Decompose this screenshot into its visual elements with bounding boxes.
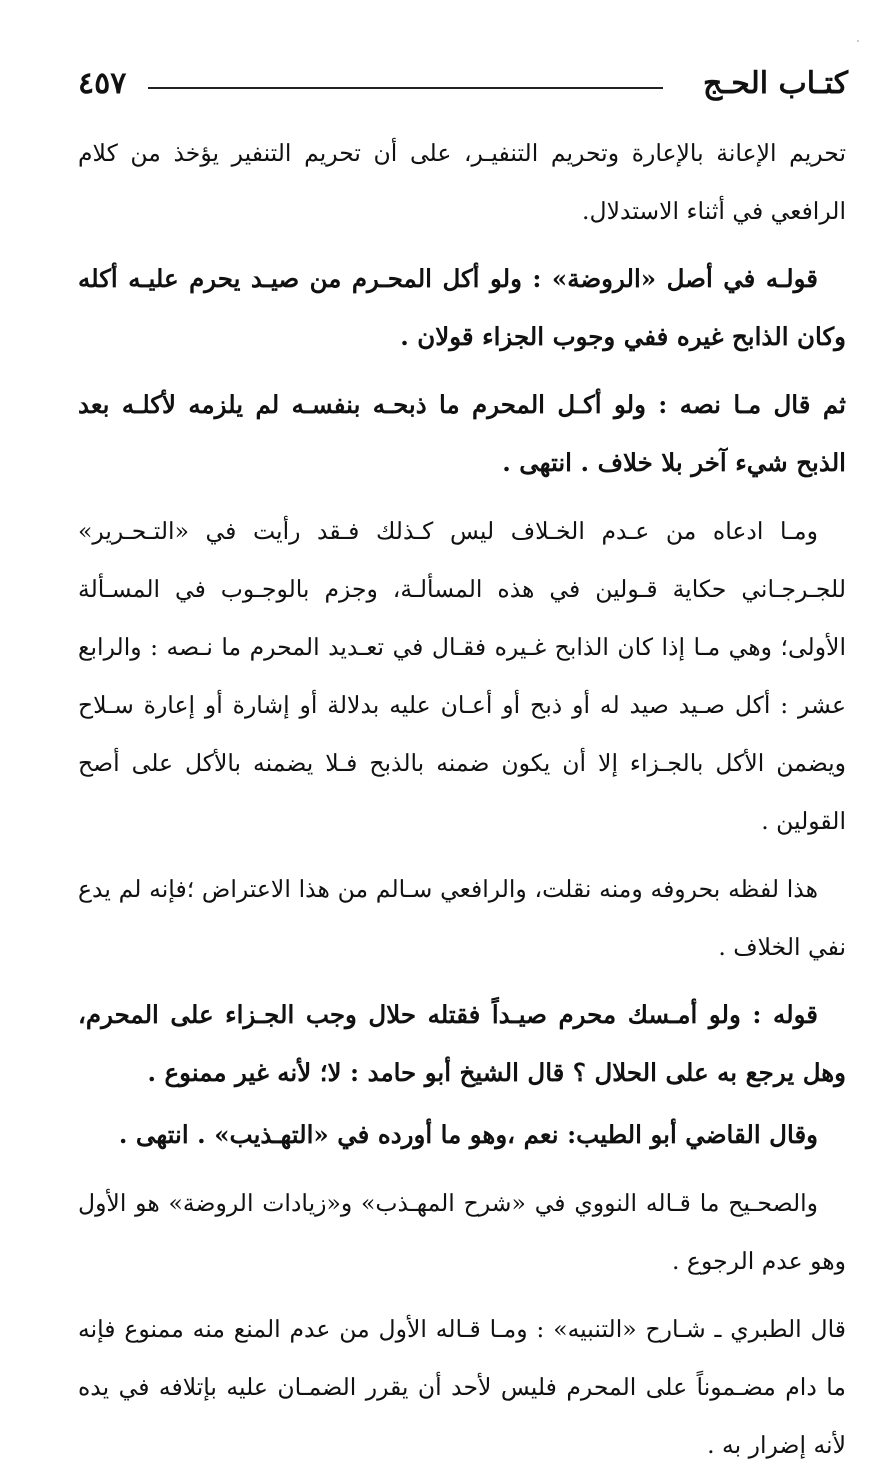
- paragraph-commentary-tabari: قال الطبري ـ شـارح «التنبيه» : ومـا قـاله الأول من عدم المنع منه ممنوع فإنه ما دام مضـموناً على المحرم فليس لأحد أن يقرر الضمـان عليه بإتلافه في يده لأنه إضرار به .: [78, 1315, 846, 1459]
- header-rule: [148, 87, 663, 89]
- paragraph-continuation: تحريم الإعانة بالإعارة وتحريم التنفيـر، على أن تحريم التنفير يؤخذ من كلام الرافعي في أثناء الاستدلال.: [78, 139, 846, 225]
- scan-speck: [857, 40, 859, 42]
- paragraph-quote-nass: ثم قال مـا نصه : ولو أكـل المحرم ما ذبحـه بنفسـه لم يلزمه لأكلـه بعد الذبح شيء آخر بلا خلاف . انتهى .: [78, 390, 846, 477]
- page-body: [78, 124, 846, 1484]
- paragraph-quote-amsaka: قوله : ولو أمـسك محرم صيـداً فقتله حلال وجب الجـزاء على المحرم، وهل يرجع به على الحلال ؟ قال الشيخ أبو حامد : لا؛ لأنه غير ممنوع .: [78, 1000, 846, 1087]
- paragraph-commentary-nawawi: والصحـيح ما قـاله النووي في «شرح المهـذب» و«زيادات الروضة» هو الأول وهو عدم الرجوع .: [78, 1189, 846, 1275]
- header-title: كتـاب الحـج: [703, 66, 848, 101]
- running-header: [78, 62, 848, 112]
- paragraph-commentary-tahrir: ومـا ادعاه من عـدم الخـلاف ليس كـذلك فـقد رأيت في «التـحـرير» للجـرجـاني حكاية قـولين في هذه المسألـة، وجزم بالوجـوب في المسـألة الأولى؛ وهي مـا إذا كان الذابح غـيره فقـال في تعـديد المحرم ما نـصه : والرابع عشر : أكل صـيد صيد له أو ذبح أو أعـان عليه بدلالة أو إشارة أو إعارة سـلاح ويضمن الأكل بالجـزاء إلا أن يكون ضمنه بالذبح فـلا يضمنه بالأكل على أصح القولين .: [78, 517, 846, 835]
- paragraph-quote-qadi: وقال القاضي أبو الطيب: نعم ،وهو ما أورده في «التهـذيب» . انتهى .: [118, 1120, 818, 1149]
- page-number: ٤٥٧: [78, 66, 127, 101]
- paragraph-commentary-lafzuhu: هذا لفظه بحروفه ومنه نقلت، والرافعي سـالم من هذا الاعتراض ؛فإنه لم يدع نفي الخلاف .: [78, 875, 846, 961]
- paragraph-quote-rawda: قولـه في أصل «الروضة» : ولو أكل المحـرم من صيـد يحرم عليـه أكله وكان الذابح غيره ففي وجوب الجزاء قولان .: [78, 264, 846, 351]
